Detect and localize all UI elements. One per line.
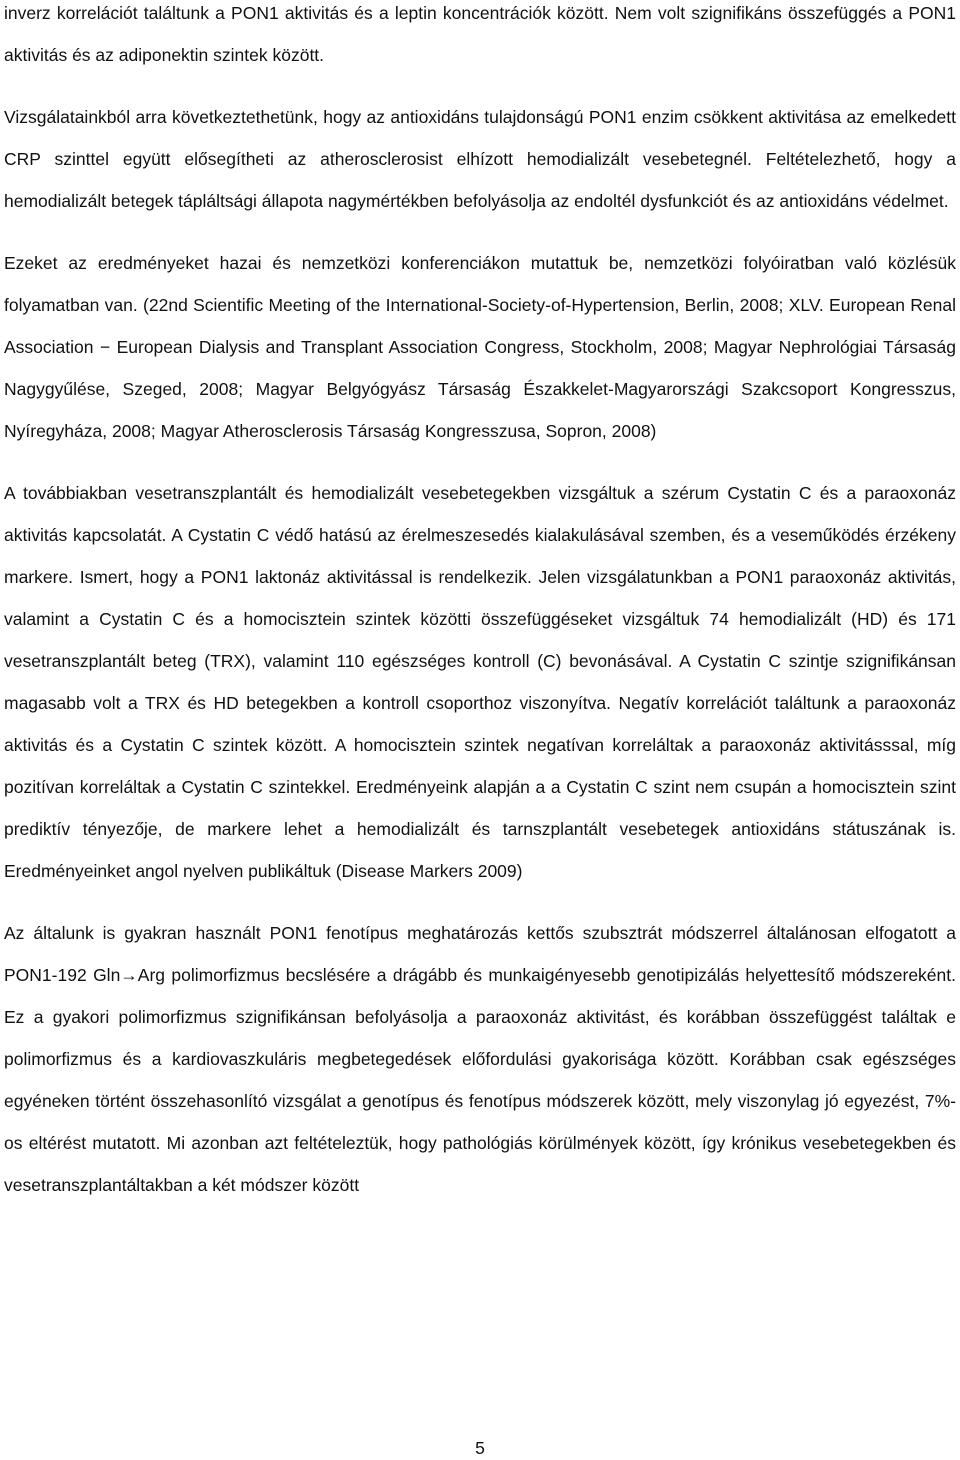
paragraph-conclusion: Vizsgálatainkból arra következtethetünk, hogy az antioxidáns tulajdonságú PON1 enzim csökkent aktivitása az emelkedett CRP szinttel együtt elősegítheti az atherosclerosist elhízott hemodializált vesebetegnél. Feltételezhető, hogy a hemodializált betegek tápláltsági állapota nagymértékben befolyásolja az endoltél dysfunkciót és az antioxidáns védelmet.: [4, 107, 956, 211]
paragraph-leptin-adiponectin: inverz korrelációt találtunk a PON1 aktivitás és a leptin koncentrációk között. Nem volt szignifikáns összefüggés a PON1 aktivitás és az adiponektin szintek között.: [4, 3, 956, 65]
paragraph-cystatin-c: A továbbiakban vesetranszplantált és hemodializált vesebetegekben vizsgáltuk a szérum Cystatin C és a paraoxonáz aktivitás kapcsolatát. A Cystatin C védő hatású az érelmeszesedés kialakulásával szemben, és a veseműködés érzékeny markere. Ismert, hogy a PON1 laktonáz aktivitással is rendelkezik. Jelen vizsgálatunkban a PON1 paraoxonáz aktivitás, valamint a Cystatin C és a homocisztein szintek közötti összefüggéseket vizsgáltuk 74 hemodializált (HD) és 171 vesetranszplantált beteg (TRX), valamint 110 egészséges kontroll (C) bevonásával. A Cystatin C szintje szignifikánsan magasabb volt a TRX és HD betegekben a kontroll csoporthoz viszonyítva. Negatív korrelációt találtunk a paraoxonáz aktivitás és a Cystatin C szintek között. A homocisztein szintek negatívan korreláltak a paraoxonáz aktivitásssal, míg pozitívan korreláltak a Cystatin C szintekkel. Eredményeink alapján a a Cystatin C szint nem csupán a homocisztein szint prediktív tényezője, de markere lehet a hemodializált és tarnszplantált vesebetegek antioxidáns státuszának is. Eredményeinket angol nyelven publikáltuk (Disease Markers 2009): [4, 483, 956, 881]
paragraph-pon1-phenotype: Az általunk is gyakran használt PON1 fenotípus meghatározás kettős szubsztrát módszerrel általánosan elfogatott a PON1-192 Gln→Arg polimorfizmus becslésére a drágább és munkaigényesebb genotipizálás helyettesítő módszereként. Ez a gyakori polimorfizmus szignifikánsan befolyásolja a paraoxonáz aktivitást, és korábban összefüggést találtak e polimorfizmus és a kardiovaszkuláris megbetegedések előfordulási gyakorisága között. Korábban csak egészséges egyéneken történt összehasonlító vizsgálat a genotípus és fenotípus módszerek között, mely viszonylag jó egyezést, 7%-os eltérést mutatott. Mi azonban azt feltételeztük, hogy pathológiás körülmények között, így krónikus vesebetegekben és vesetranszplantáltakban a két módszer között: [4, 923, 956, 1195]
paragraph-conferences: Ezeket az eredményeket hazai és nemzetközi konferenciákon mutattuk be, nemzetközi folyóiratban való közlésük folyamatban van. (22nd Scientific Meeting of the International-Society-of-Hypertension, Berlin, 2008; XLV. European Renal Association − European Dialysis and Transplant Association Congress, Stockholm, 2008; Magyar Nephrológiai Társaság Nagygyűlése, Szeged, 2008; Magyar Belgyógyász Társaság Északkelet-Magyarországi Szakcsoport Kongresszus, Nyíregyháza, 2008; Magyar Atherosclerosis Társaság Kongresszusa, Sopron, 2008): [4, 253, 956, 441]
page-number: 5: [475, 1438, 485, 1458]
